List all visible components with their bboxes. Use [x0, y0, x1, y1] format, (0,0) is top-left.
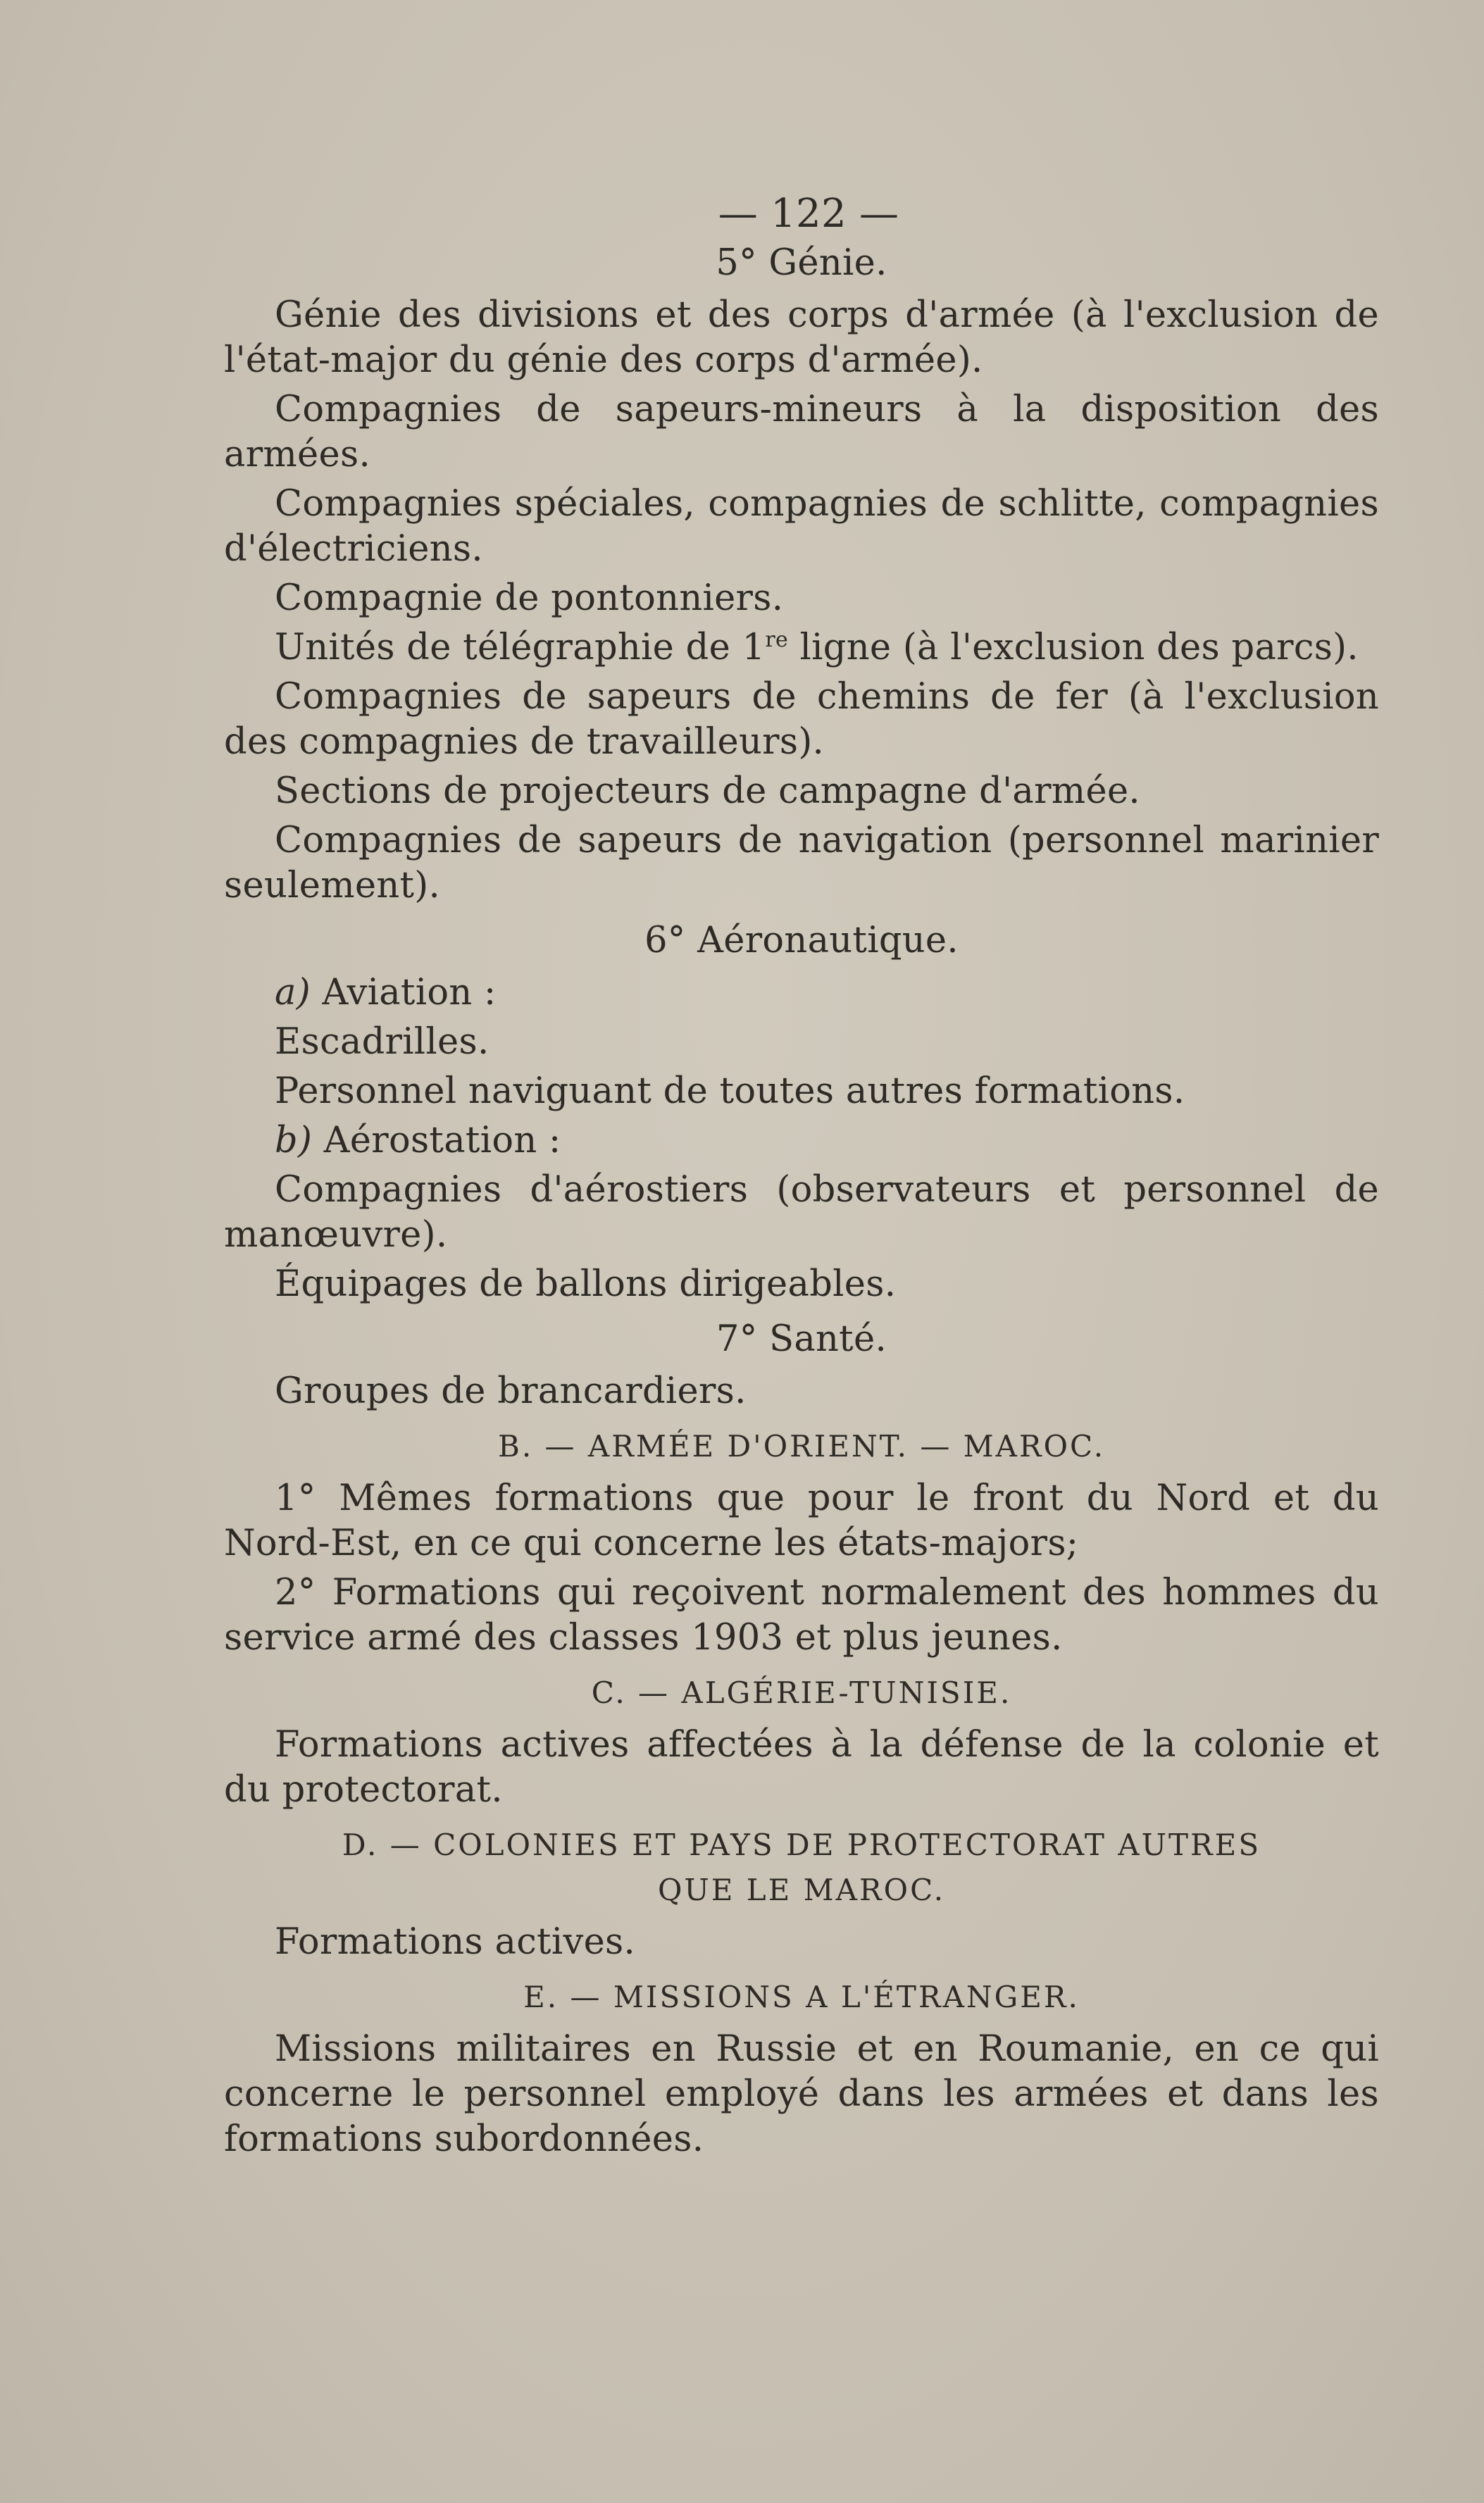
paragraph: Compagnies d'aérostiers (observateurs et personnel de manœuvre). [224, 1169, 1379, 1256]
paragraph: Génie des divisions et des corps d'armée (à l'exclusion de l'état-major du génie des corps d'armée). [224, 294, 1379, 381]
section-6-title: 6° Aéronautique. [644, 920, 959, 961]
section-d-title-line2: QUE LE MAROC. [657, 1873, 946, 1907]
text-run: Aviation : [310, 972, 497, 1013]
superscript: re [765, 628, 789, 652]
paragraph: Formations actives affectées à la défense de la colonie et du protectorat. [224, 1724, 1379, 1811]
paragraph: Compagnies de sapeurs de chemins de fer (à l'exclusion des compagnies de travailleurs). [224, 676, 1379, 763]
section-7-title: 7° Santé. [716, 1318, 887, 1360]
subheading-aerostation [224, 1118, 1379, 1163]
section-e-title: E. — MISSIONS A L'ÉTRANGER. [523, 1980, 1080, 2014]
section-b-title: B. — ARMÉE D'ORIENT. — MAROC. [497, 1429, 1106, 1463]
paragraph-telegraph [224, 625, 1379, 670]
paragraph: Formations actives. [275, 1921, 636, 1963]
subheading-aviation [224, 970, 1379, 1016]
paragraph: Compagnie de pontonniers. [275, 578, 784, 619]
text-run: ligne (à l'exclusion des parcs). [788, 627, 1359, 668]
section-c-title: C. — ALGÉRIE-TUNISIE. [591, 1675, 1012, 1710]
text-run: Unités de télégraphie de 1 [275, 627, 766, 668]
paragraph: Personnel naviguant de toutes autres formations. [275, 1071, 1185, 1112]
section-5-title: 5° Génie. [716, 242, 887, 284]
text-run: Aérostation : [312, 1120, 561, 1161]
label-b: b) [275, 1120, 313, 1161]
document-page [224, 192, 1379, 2166]
page-number: — 122 — [718, 191, 899, 237]
paragraph: Groupes de brancardiers. [275, 1371, 747, 1412]
paragraph: Compagnies de sapeurs-mineurs à la disposition des armées. [224, 389, 1379, 475]
paragraph: Sections de projecteurs de campagne d'armée. [275, 770, 1140, 812]
paragraph: Compagnies spéciales, compagnies de schlitte, compagnies d'électriciens. [224, 483, 1379, 570]
paragraph: Compagnies de sapeurs de navigation (personnel marinier seulement). [224, 820, 1379, 906]
paragraph: Équipages de ballons dirigeables. [275, 1263, 897, 1305]
paragraph: 1° Mêmes formations que pour le front du Nord et du Nord-Est, en ce qui concerne les états-majors; [224, 1478, 1379, 1564]
paragraph: Missions militaires en Russie et en Roumanie, en ce qui concerne le personnel employé dans les armées et dans les formations subordonnées. [224, 2028, 1379, 2160]
section-d-title-line1: D. — COLONIES ET PAYS DE PROTECTORAT AUTRES [342, 1828, 1261, 1862]
paragraph: 2° Formations qui reçoivent normalement des hommes du service armé des classes 1903 et plus jeunes. [224, 1572, 1379, 1659]
label-a: a) [275, 972, 311, 1013]
paragraph: Escadrilles. [275, 1021, 490, 1063]
